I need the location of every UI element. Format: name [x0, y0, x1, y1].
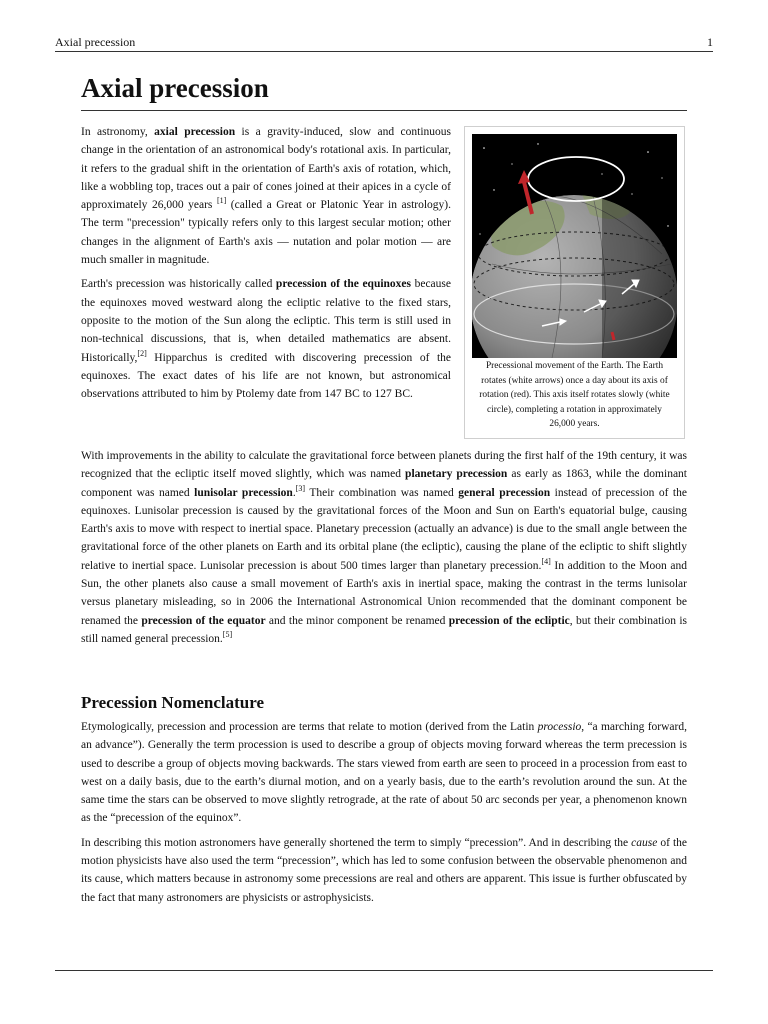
- bold-term: precession of the equinoxes: [275, 278, 412, 291]
- text-run: Earth's precession was historically called: [81, 278, 276, 291]
- italic-term: cause: [631, 836, 658, 849]
- text-run: , but their combination is still named general precession.: [81, 614, 687, 645]
- paragraph-planetary-precession: [81, 447, 687, 648]
- citation-link[interactable]: [3]: [295, 483, 306, 493]
- earth-precession-image: [472, 134, 677, 358]
- bold-term: lunisolar precession: [194, 486, 293, 499]
- bold-term: general precession: [458, 486, 551, 499]
- citation-link[interactable]: [1]: [216, 196, 227, 206]
- footer-rule: [55, 970, 713, 971]
- text-run: Their combination was named: [305, 486, 459, 499]
- paragraph-etymology: [81, 718, 687, 828]
- citation-link[interactable]: [4]: [541, 556, 551, 566]
- text-run: as early as 1863, while the dominant component was named: [81, 468, 687, 499]
- body-section-1: [81, 447, 687, 654]
- bold-term: axial precession: [154, 126, 236, 138]
- text-run: In describing this motion astronomers have generally shortened the term to simply “precession”. And in describing the: [81, 836, 632, 849]
- text-run: because the equinoxes moved westward along the ecliptic relative to the fixed stars, opposite to the motion of the Sun along the ecliptic. This term is still used in non-technical discussions, that is, when detailed mathematics are absent. Historically,: [81, 278, 451, 364]
- bold-term: planetary precession: [405, 468, 508, 481]
- intro-column: [81, 123, 451, 409]
- text-run: of the motion physicists have also used the term “precession”, which has led to some confusion between the observable phenomenon and its cause, which matters because in astronomy some precessions are real and others are apparent. This issue is further obfuscated by the fact that many astronomers are physicists or astrophysicists.: [81, 836, 687, 904]
- body-section-2: [81, 718, 687, 913]
- paragraph-cause: [81, 834, 687, 907]
- text-run: Hipparchus is credited with discovering precession of the equinoxes. The exact dates of his life are not known, but astronomical observations attributed to him by Ptolemy date from 147 BC to 127 BC.: [81, 351, 451, 401]
- intro-paragraph-2: [81, 275, 451, 403]
- text-run: With improvements in the ability to calculate the gravitational force between planets during the first half of the 19th century, it was recognized that the ecliptic itself moved slightly, which was named: [81, 450, 687, 481]
- italic-term: processio: [537, 721, 582, 733]
- text-run: (called a Great or Platonic Year in astrology). The term "precession" typically refers only to this largest secular motion; other changes in the alignment of Earth's axis — nutation and polar motion — are much smaller in magnitude.: [81, 199, 451, 267]
- text-run: , “a marching forward, an advance”). Generally the term procession is used to describe a group of objects moving forward whereas the term precession is used to describe a group of objects moving backwards. The stars viewed from earth are seen to proceed in a procession from east to west on a daily basis, due to the earth’s diurnal motion, and on a yearly basis, due to the earth’s revolution around the sun. At the same time the stars can be observed to move slightly retrograde, at the rate of about 50 arc seconds per year, a phenomenon known as the “precession of the equinox”.: [81, 721, 687, 825]
- page-title: Axial precession: [81, 70, 687, 111]
- intro-paragraph-1: [81, 123, 451, 269]
- running-head: [55, 34, 713, 52]
- text-run: In astronomy,: [81, 126, 155, 138]
- text-run: is a gravity-induced, slow and continuous change in the orientation of an astronomical body's rotational axis. In particular, it refers to the gradual shift in the orientation of Earth's axis of rotation, which, like a wobbling top, traces out a pair of cones joined at their apices in a cycle of approximately 26,000 years: [81, 126, 451, 212]
- section-heading: Precession Nomenclature: [81, 693, 265, 712]
- text-run: .: [292, 486, 296, 499]
- bold-term: precession of the equator: [141, 614, 266, 627]
- citation-link[interactable]: [2]: [137, 348, 147, 358]
- figure-box: [464, 126, 685, 439]
- bold-term: precession of the ecliptic: [448, 614, 570, 627]
- citation-link[interactable]: [5]: [222, 630, 233, 640]
- text-run: In addition to the Moon and Sun, the other planets also cause a small movement of Earth's axis in inertial space, making the contrast in the terms lunisolar versus planetary misleading, so in 2006 the International Astronomical Union recommended that the dominant component be renamed the: [81, 559, 687, 627]
- figure-caption: Precessional movement of the Earth. The Earth rotates (white arrows) once a day about its axis of rotation (red). This axis itself rotates slowly (white circle), completing a rotation in approximately 26,000 years.: [479, 361, 670, 430]
- running-head-title: Axial precession: [55, 35, 136, 49]
- text-run: Etymologically, precession and procession are terms that relate to motion (derived from the Latin: [81, 721, 538, 733]
- page-number: 1: [707, 35, 713, 49]
- axis-south-end: [612, 332, 614, 340]
- text-run: instead of precession of the equinoxes. Lunisolar precession is caused by the gravitational forces of the Moon and Sun on Earth's equatorial bulge, causing Earth's axis to move with respect to inertial space. Planetary precession (actually an advance) is due to the small angle between the gravitational force of the other planets on Earth and its orbital plane (the ecliptic), causing the plane of the ecliptic to shift slightly relative to inertial space. Lunisolar precession is about 500 times larger than planetary precession.: [81, 486, 687, 572]
- text-run: and the minor component be renamed: [265, 614, 449, 627]
